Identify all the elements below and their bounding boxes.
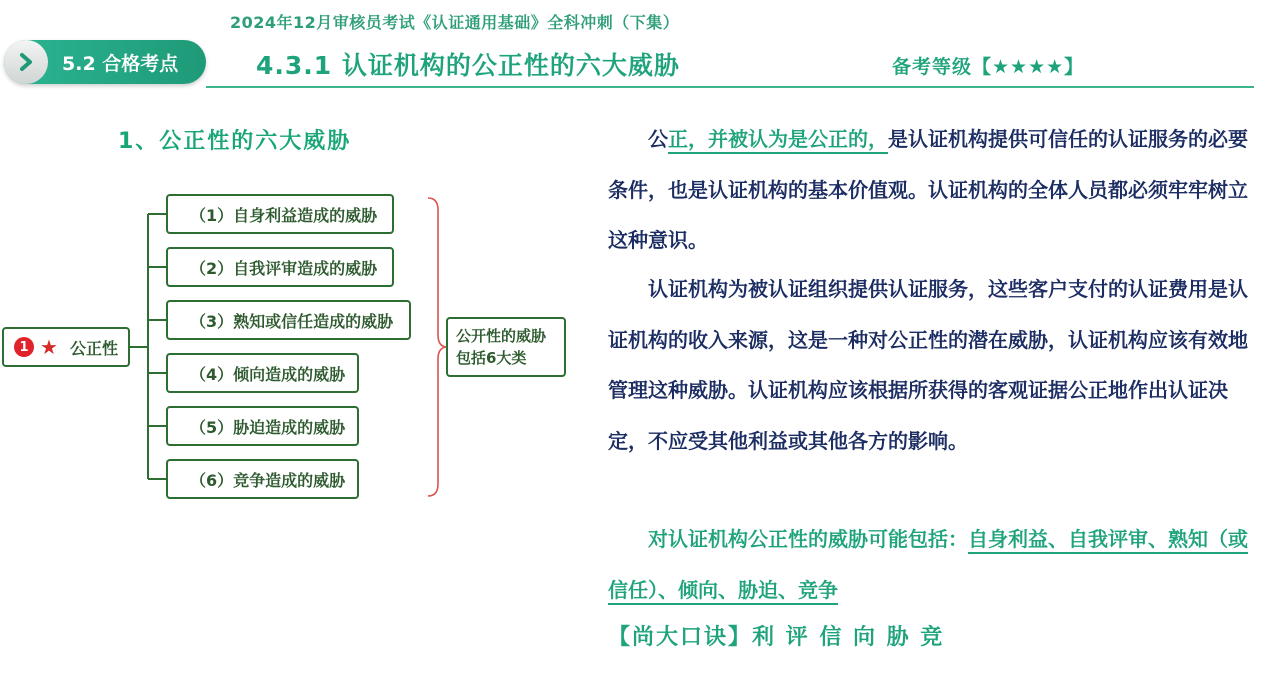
p3-lead: 对认证机构公正性的威胁可能包括：: [648, 527, 968, 551]
mindmap-branch: （3）熟知或信任造成的威胁: [166, 300, 411, 340]
mnemonic: 【尚大口诀】利 评 信 向 胁 竞: [608, 625, 945, 650]
mindmap-branch: （4）倾向造成的威胁: [166, 353, 359, 393]
number-badge: 1: [14, 337, 34, 357]
mindmap-root: [2, 327, 130, 367]
exam-level: 备考等级【★★★★】: [892, 56, 1085, 78]
paragraph-1: [608, 114, 1256, 266]
mindmap-branch: （1）自身利益造成的威胁: [166, 194, 394, 234]
summary-line: 公开性的威胁: [456, 327, 547, 345]
p3-threat-list: 自身利益、自我评审、熟知（或信任）、倾向、胁迫、竞争: [608, 527, 1248, 602]
mindmap-branch: （2）自我评审造成的威胁: [166, 247, 394, 287]
paragraph-3: [608, 514, 1256, 615]
root-label: 公正性: [69, 338, 118, 358]
course-title: 2024年12月审核员考试《认证通用基础》全科冲刺（下集）: [230, 13, 680, 32]
badge-label: 5.2 合格考点: [62, 53, 179, 75]
mindmap-summary: [446, 317, 566, 377]
p1-body: 是认证机构提供可信任的认证服务的必要条件，也是认证机构的基本价值观。认证机构的全体人员都必须牢牢树立这种意识。: [608, 127, 1248, 252]
section-title: 4.3.1 认证机构的公正性的六大威胁: [256, 51, 680, 80]
paragraph-2: [608, 264, 1256, 466]
mindmap-branch: （6）竞争造成的威胁: [166, 459, 359, 499]
mindmap-heading: 1、公正性的六大威胁: [118, 129, 352, 154]
summary-line: 包括6大类: [456, 349, 527, 367]
star-icon: ★: [40, 335, 58, 359]
p1-lead: 公: [648, 127, 668, 151]
p2-body: 认证机构为被认证组织提供认证服务，这些客户支付的认证费用是认证机构的收入来源，这是一种对公正性的潜在威胁，认证机构应该有效地管理这种威胁。认证机构应该根据所获得的客观证据公正地作出认证决定，不应受其他利益或其他各方的影响。: [608, 277, 1248, 453]
mindmap-branch: （5）胁迫造成的威胁: [166, 406, 359, 446]
p1-highlight: 正，并被认为是公正的，: [668, 127, 888, 151]
curly-brace: [428, 198, 446, 496]
